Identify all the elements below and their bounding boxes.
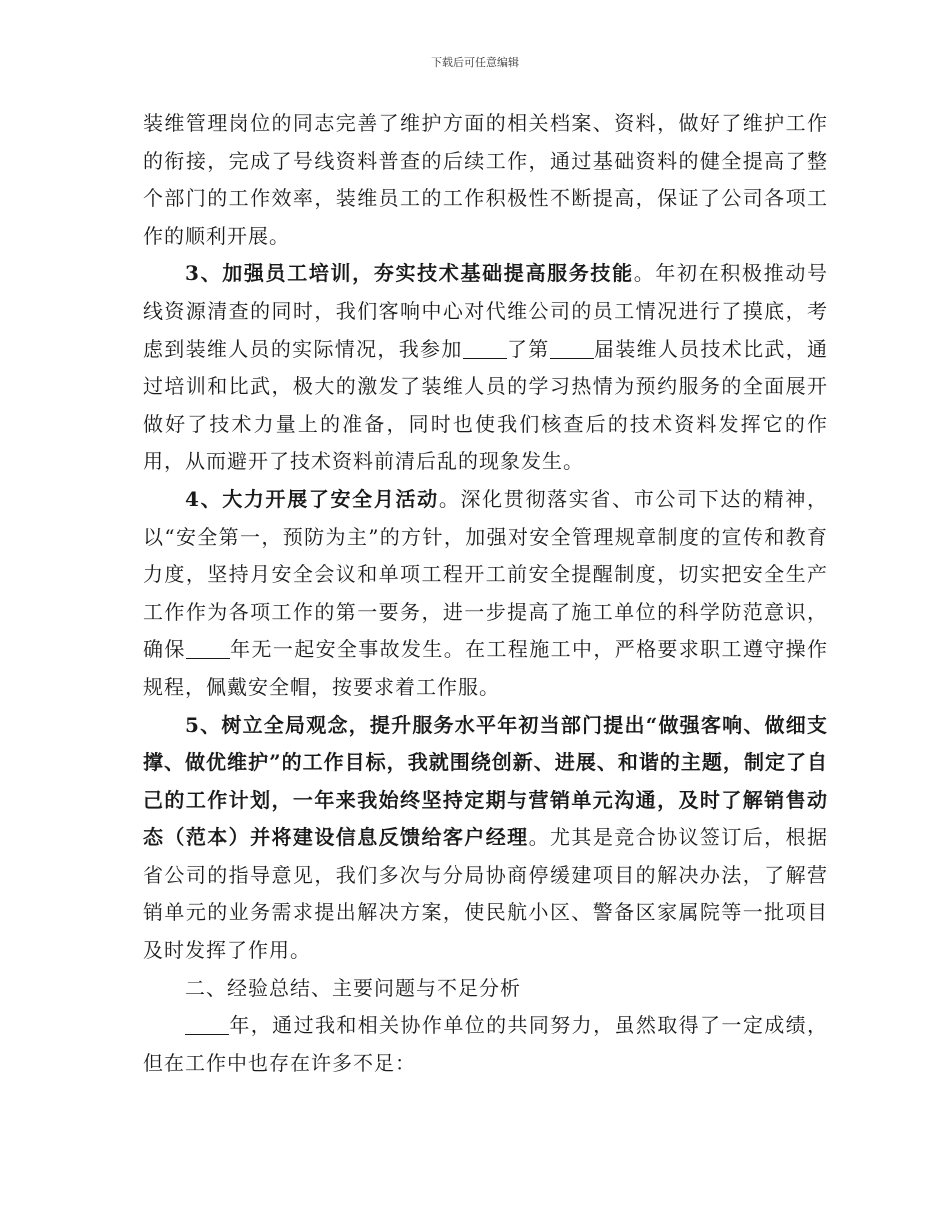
blank-field bbox=[463, 338, 507, 359]
paragraph-service-level bbox=[143, 707, 828, 970]
paragraph-text: 年，通过我和相关协作单位的共同努力，虽然取得了一定成绩，但在工作中也存在许多不足： bbox=[143, 1013, 828, 1075]
blank-field bbox=[186, 638, 230, 659]
paragraph-safety-month bbox=[143, 481, 828, 707]
paragraph-lead-training: 3、加强员工培训，夯实技术基础提高服务技能 bbox=[185, 261, 634, 286]
paragraph-text: 。年初在积极推动号线资源清查的同时，我们客响中心对代维公司的员工情况进行了摸底，考虑到装维人员的实际情况，我参加 bbox=[143, 261, 828, 361]
blank-field bbox=[550, 338, 594, 359]
paragraph-maintenance-records: 装维管理岗位的同志完善了维护方面的相关档案、资料，做好了维护工作的衔接，完成了号线资料普查的后续工作，通过基础资料的健全提高了整个部门的工作效率，装维员工的工作积极性不断提高，保证了公司各项工作的顺利开展。 bbox=[143, 111, 828, 248]
paragraph-staff-training bbox=[143, 255, 828, 481]
paragraph-text: 了第 bbox=[506, 336, 550, 361]
paragraph-text: 届装维人员技术比武，通过培训和比武，极大的激发了装维人员的学习热情为预约服务的全面展开做好了技术力量上的准备，同时也使我们核查后的技术资料发挥它的作用，从而避开了技术资料前清后乱的现象发生。 bbox=[143, 336, 829, 474]
page-header-note: 下载后可任意编辑 bbox=[431, 56, 519, 69]
paragraph-shortcomings bbox=[143, 1007, 828, 1082]
paragraph-text: 。尤其是竞合协议签订后，根据省公司的指导意见，我们多次与分局协商停缓建项目的解决办法，了解营销单元的业务需求提出解决方案，使民航小区、警备区家属院等一批项目及时发挥了作用。 bbox=[143, 825, 829, 963]
paragraph-text: 年无一起安全事故发生。在工程施工中，严格要求职工遵守操作规程，佩戴安全帽，按要求着工作服。 bbox=[143, 637, 829, 699]
paragraph-lead-service: 5、树立全局观念，提升服务水平年初当部门提出“做强客响、做细支撑、做优维护”的工作目标，我就围绕创新、进展、和谐的主题，制定了自己的工作计划，一年来我始终坚持定期与营销单元沟通，及时了解销售动态（范本）并将建设信息反馈给客户经理 bbox=[143, 712, 828, 850]
section-heading-summary: 二、经验总结、主要问题与不足分析 bbox=[185, 975, 521, 1000]
blank-field bbox=[185, 1014, 229, 1035]
paragraph-text: 。深化贯彻落实省、市公司下达的精神，以“安全第一，预防为主”的方针，加强对安全管理规章制度的宣传和教育力度，坚持月安全会议和单项工程开工前安全提醒制度，切实把安全生产工作作为各项工作的第一要务，进一步提高了施工单位的科学防范意识，确保 bbox=[143, 486, 828, 662]
paragraph-lead-safety: 4、大力开展了安全月活动 bbox=[185, 486, 439, 511]
document-body bbox=[143, 105, 828, 1082]
